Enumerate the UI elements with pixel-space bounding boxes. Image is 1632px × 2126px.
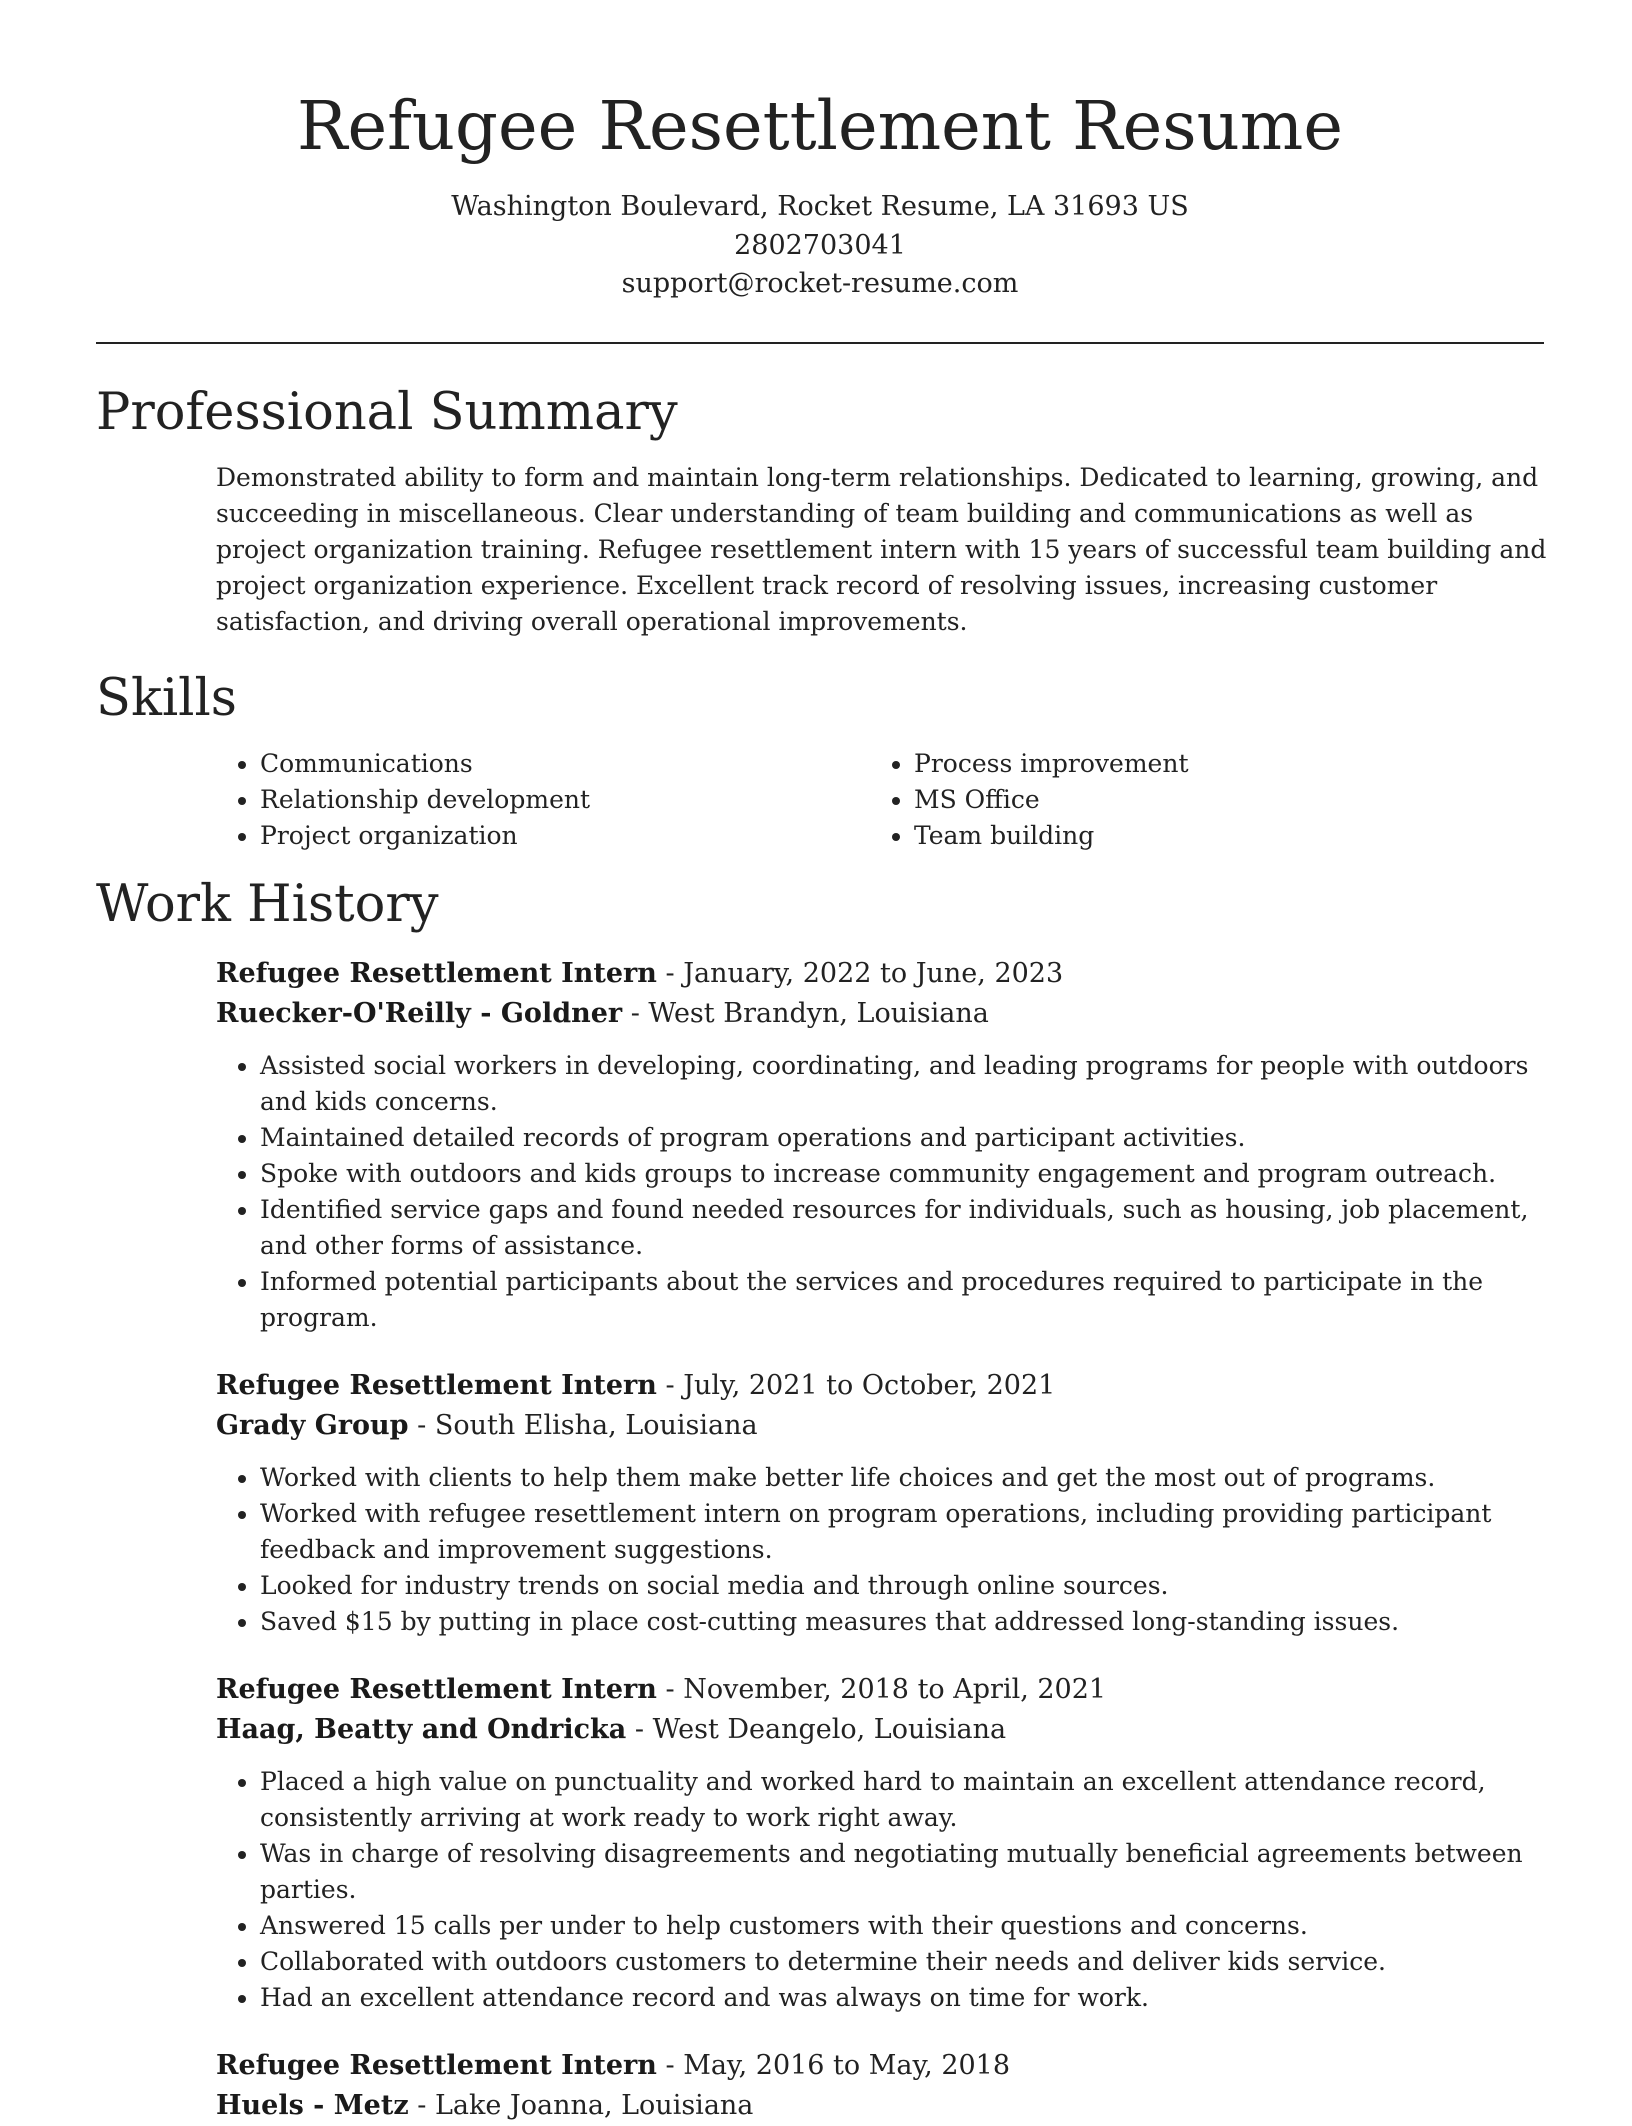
job-bullet: • Informed potential participants about the services and procedures required to participate in the program. xyxy=(260,1264,1560,1336)
skills-column-right xyxy=(870,746,1524,854)
resume-title: Refugee Resettlement Resume xyxy=(297,87,1343,165)
job-bullets xyxy=(216,1764,1560,2016)
job-role: Refugee Resettlement Intern xyxy=(216,1369,657,1401)
job-bullet: • Worked with refugee resettlement intern on program operations, including providing participant feedback and improvement suggestions. xyxy=(260,1496,1560,1568)
job-bullet: • Was in charge of resolving disagreements and negotiating mutually beneficial agreements between parties. xyxy=(260,1836,1560,1908)
skill-item: • Relationship development xyxy=(260,782,870,818)
job-dates: July, 2021 to October, 2021 xyxy=(683,1369,1056,1401)
job-dates: January, 2022 to June, 2023 xyxy=(683,957,1064,989)
job-company: Grady Group xyxy=(216,1409,409,1441)
skill-item: • MS Office xyxy=(914,782,1524,818)
job-role-line: Refugee Resettlement Intern - November, 2018 to April, 2021 xyxy=(216,1673,1107,1705)
job-bullet: • Maintained detailed records of program operations and participant activities. xyxy=(260,1120,1560,1156)
job-bullet: • Collaborated with outdoors customers to determine their needs and deliver kids service. xyxy=(260,1944,1560,1980)
job-bullet: • Had an excellent attendance record and was always on time for work. xyxy=(260,1980,1560,2016)
job-company: Haag, Beatty and Ondricka xyxy=(216,1713,627,1745)
resume-page xyxy=(96,0,1547,2126)
job-bullet: • Placed a high value on punctuality and worked hard to maintain an excellent attendance record, consistently arriving at work ready to work right away. xyxy=(260,1764,1560,1836)
skills-heading: Skills xyxy=(96,668,237,728)
job-company-line: Huels - Metz - Lake Joanna, Louisiana xyxy=(216,2089,754,2121)
job-bullets xyxy=(216,1048,1560,1336)
job-role-line: Refugee Resettlement Intern - May, 2016 to May, 2018 xyxy=(216,2049,1011,2081)
skill-item: • Communications xyxy=(260,746,870,782)
job-company: Huels - Metz xyxy=(216,2089,409,2121)
job-role: Refugee Resettlement Intern xyxy=(216,957,657,989)
header-divider xyxy=(96,342,1544,344)
job-location: South Elisha, Louisiana xyxy=(434,1409,758,1441)
job-bullet: • Spoke with outdoors and kids groups to increase community engagement and program outreach. xyxy=(260,1156,1560,1192)
job-entry xyxy=(216,2046,1544,2126)
skill-item: • Team building xyxy=(914,818,1524,854)
job-role-line: Refugee Resettlement Intern - July, 2021 to October, 2021 xyxy=(216,1369,1056,1401)
job-dates: May, 2016 to May, 2018 xyxy=(683,2049,1011,2081)
job-role-line: Refugee Resettlement Intern - January, 2022 to June, 2023 xyxy=(216,957,1064,989)
job-company: Ruecker-O'Reilly - Goldner xyxy=(216,997,623,1029)
job-bullet: • Worked with clients to help them make better life choices and get the most out of programs. xyxy=(260,1460,1560,1496)
skills-column-left xyxy=(216,746,870,854)
job-entry xyxy=(216,1366,1544,1640)
job-company-line: Grady Group - South Elisha, Louisiana xyxy=(216,1409,758,1441)
skills-list xyxy=(216,746,1544,854)
job-bullet: • Saved $15 by putting in place cost-cutting measures that addressed long-standing issues. xyxy=(260,1604,1560,1640)
job-entry xyxy=(216,954,1544,1336)
job-entry xyxy=(216,1670,1544,2016)
job-bullet: • Answered 15 calls per under to help customers with their questions and concerns. xyxy=(260,1908,1560,1944)
summary-text: Demonstrated ability to form and maintain long-term relationships. Dedicated to learning, growing, and succeeding in miscellaneous. Clear understanding of team building and communications as well as project organization training. Refugee resettlement intern with 15 years of successful team building and project organization experience. Excellent track record of resolving issues, increasing customer satisfaction, and driving overall operational improvements. xyxy=(216,462,1547,636)
skill-item: • Project organization xyxy=(260,818,870,854)
job-bullet: • Looked for industry trends on social media and through online sources. xyxy=(260,1568,1560,1604)
contact-block xyxy=(96,188,1544,304)
contact-email: support@rocket-resume.com xyxy=(621,268,1019,299)
job-location: Lake Joanna, Louisiana xyxy=(434,2089,754,2121)
job-company-line: Ruecker-O'Reilly - Goldner - West Brandyn, Louisiana xyxy=(216,997,989,1029)
job-location: West Deangelo, Louisiana xyxy=(652,1713,1007,1745)
work-history-heading: Work History xyxy=(96,874,439,934)
job-location: West Brandyn, Louisiana xyxy=(648,997,989,1029)
job-role: Refugee Resettlement Intern xyxy=(216,2049,657,2081)
job-bullets xyxy=(216,1460,1560,1640)
skill-item: • Process improvement xyxy=(914,746,1524,782)
job-bullet: • Assisted social workers in developing, coordinating, and leading programs for people with outdoors and kids concerns. xyxy=(260,1048,1560,1120)
job-bullet: • Identified service gaps and found needed resources for individuals, such as housing, job placement, and other forms of assistance. xyxy=(260,1192,1560,1264)
contact-address: Washington Boulevard, Rocket Resume, LA 31693 US xyxy=(451,191,1189,222)
job-role: Refugee Resettlement Intern xyxy=(216,1673,657,1705)
job-dates: November, 2018 to April, 2021 xyxy=(683,1673,1107,1705)
summary-heading: Professional Summary xyxy=(96,382,678,442)
job-company-line: Haag, Beatty and Ondricka - West Deangelo, Louisiana xyxy=(216,1713,1007,1745)
contact-phone: 2802703041 xyxy=(734,229,906,261)
